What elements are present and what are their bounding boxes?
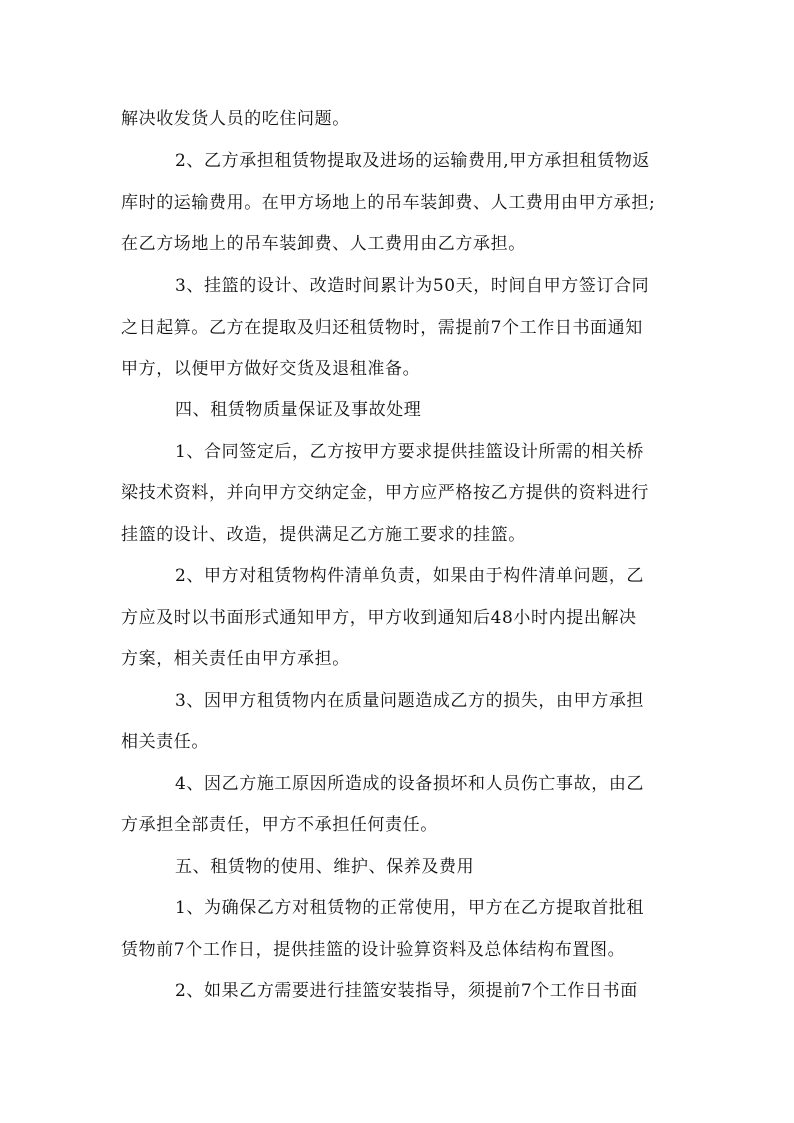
text-line: 4、因乙方施工原因所造成的设备损坏和人员伤亡事故，由乙 — [175, 774, 645, 794]
text-line: 3、挂篮的设计、改造时间累计为50天，时间自甲方签订合同 — [175, 276, 650, 296]
text-line: 1、为确保乙方对租赁物的正常使用，甲方在乙方提取首批租 — [175, 898, 645, 918]
text-line: 之日起算。乙方在提取及归还租赁物时，需提前7个工作日书面通知 — [121, 318, 643, 338]
text-line: 解决收发货人员的吃住问题。 — [121, 109, 350, 129]
text-line: 3、因甲方租赁物内在质量问题造成乙方的损失，由甲方承担 — [175, 691, 645, 711]
text-line: 2、乙方承担租赁物提取及进场的运输费用,甲方承担租赁物返 — [175, 151, 651, 171]
text-line: 挂篮的设计、改造，提供满足乙方施工要求的挂篮。 — [121, 525, 526, 545]
text-line: 方案，相关责任由甲方承担。 — [121, 649, 350, 669]
text-line: 在乙方场地上的吊车装卸费、人工费用由乙方承担。 — [121, 234, 526, 254]
text-line: 库时的运输费用。在甲方场地上的吊车装卸费、人工费用由甲方承担; — [121, 193, 656, 213]
text-line: 梁技术资料，并向甲方交纳定金，甲方应严格按乙方提供的资料进行 — [121, 483, 649, 503]
text-line: 1、合同签定后，乙方按甲方要求提供挂篮设计所需的相关桥 — [175, 442, 645, 462]
section-heading: 四、租赁物质量保证及事故处理 — [175, 400, 422, 420]
section-heading: 五、租赁物的使用、维护、保养及费用 — [175, 857, 475, 877]
text-line: 方应及时以书面形式通知甲方，甲方收到通知后48小时内提出解决 — [121, 608, 637, 628]
text-line: 相关责任。 — [121, 732, 209, 752]
text-line: 赁物前7个工作日，提供挂篮的设计验算资料及总体结构布置图。 — [121, 940, 626, 960]
text-line: 方承担全部责任，甲方不承担任何责任。 — [121, 815, 438, 835]
text-line: 2、甲方对租赁物构件清单负责，如果由于构件清单问题，乙 — [175, 566, 645, 586]
text-line: 2、如果乙方需要进行挂篮安装指导，须提前7个工作日书面 — [175, 981, 638, 1001]
text-line: 甲方，以便甲方做好交货及退租准备。 — [121, 359, 421, 379]
